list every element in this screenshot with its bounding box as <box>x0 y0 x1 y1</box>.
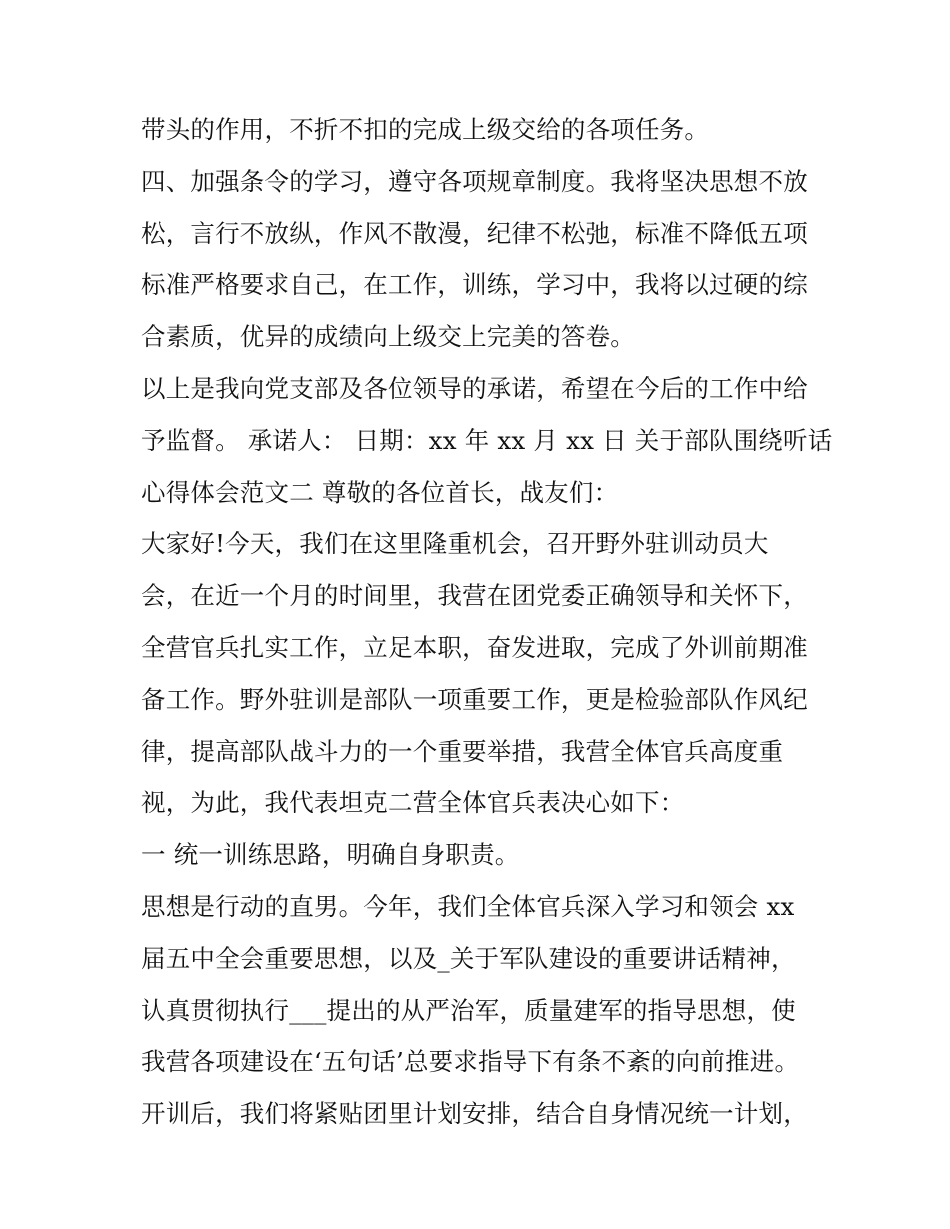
text-line: 合素质，优异的成绩向上级交上完美的答卷。 <box>141 322 635 352</box>
text-line: 标准严格要求自己，在工作，训练，学习中，我将以过硬的综 <box>141 270 808 300</box>
text-line: 我营各项建设在‘五句话’总要求指导下有条不紊的向前推进。 <box>141 1047 800 1077</box>
text-line: 一 统一训练思路，明确自身职责。 <box>141 840 520 870</box>
text-line: 大家好!今天，我们在这里隆重机会，召开野外驻训动员大 <box>141 529 769 559</box>
text-line: 届五中全会重要思想，以及_关于军队建设的重要讲话精神， <box>141 943 796 973</box>
document-body <box>141 110 833 1146</box>
text-line: 开训后，我们将紧贴团里计划安排，结合自身情况统一计划， <box>141 1099 808 1129</box>
text-line: 松，言行不放纵，作风不散漫，纪律不松弛，标准不降低五项 <box>141 218 808 248</box>
text-line: 备工作。野外驻训是部队一项重要工作，更是检验部队作风纪 <box>141 684 808 714</box>
text-line: 以上是我向党支部及各位领导的承诺，希望在今后的工作中给 <box>141 373 808 403</box>
text-line: 四、加强条令的学习，遵守各项规章制度。我将坚决思想不放 <box>141 166 808 196</box>
text-line: 予监督。 承诺人： 日期：xx 年 xx 月 xx 日 关于部队围绕听话 <box>141 425 833 455</box>
text-line: 视，为此，我代表坦克二营全体官兵表决心如下： <box>141 788 685 818</box>
text-line: 心得体会范文二 尊敬的各位首长，战友们： <box>141 477 619 507</box>
text-line: 律，提高部队战斗力的一个重要举措，我营全体官兵高度重 <box>141 736 784 766</box>
text-line: 思想是行动的直男。今年，我们全体官兵深入学习和领会 xx <box>141 891 795 921</box>
text-line: 全营官兵扎实工作，立足本职，奋发进取，完成了外训前期准 <box>141 632 808 662</box>
text-line: 带头的作用，不折不扣的完成上级交给的各项任务。 <box>141 115 710 144</box>
text-line: 会，在近一个月的时间里，我营在团党委正确领导和关怀下， <box>141 581 808 611</box>
text-line: 认真贯彻执行___提出的从严治军，质量建军的指导思想，使 <box>141 995 796 1025</box>
